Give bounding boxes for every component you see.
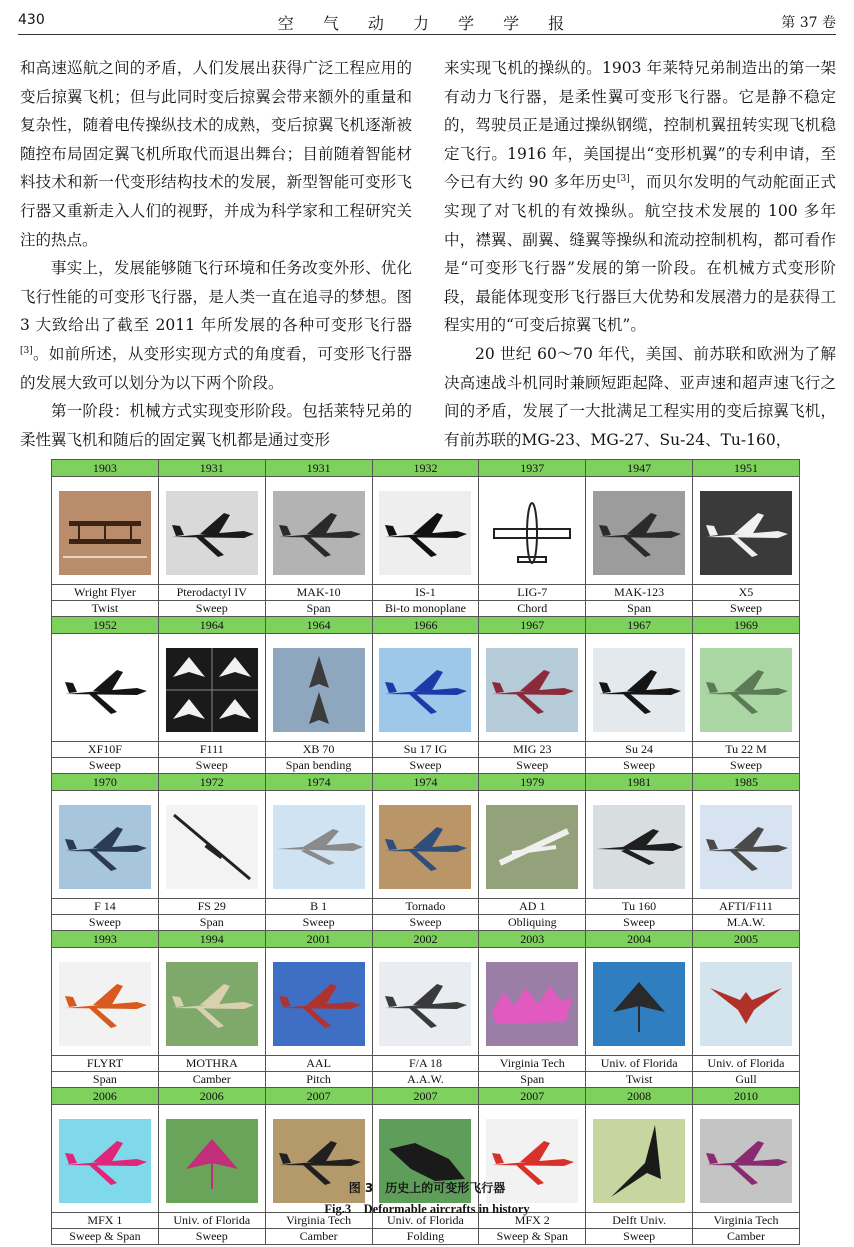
morph-type-cell: Sweep (586, 758, 693, 774)
aircraft-image-cell (479, 1105, 586, 1213)
year-cell: 1931 (265, 460, 372, 477)
aircraft-name-cell: XB 70 (265, 742, 372, 758)
aircraft-name-cell: FS 29 (158, 899, 265, 915)
aircraft-image-cell (372, 791, 479, 899)
morph-type-cell: Sweep (479, 758, 586, 774)
aircraft-name-cell: Virginia Tech (479, 1056, 586, 1072)
paragraph-text: 第一阶段：机械方式实现变形阶段。包括莱特兄弟的柔性翼飞机和随后的固定翼飞机都是通过变形 (20, 402, 412, 449)
aircraft-image-cell (693, 791, 800, 899)
aircraft-name-cell: Univ. of Florida (158, 1213, 265, 1229)
aircraft-image-cell (265, 1105, 372, 1213)
morph-type-cell: Twist (52, 601, 159, 617)
morph-type-cell: Sweep (158, 1229, 265, 1245)
aircraft-name-cell: F111 (158, 742, 265, 758)
page-number: 430 (18, 12, 45, 28)
body-paragraph (20, 254, 412, 397)
hangar-plane-icon (593, 491, 685, 575)
figure-caption-en: Fig.3 Deformable aircrafts in history (324, 1202, 530, 1216)
jet-icon (59, 805, 151, 889)
jet-icon (379, 648, 471, 732)
morph-type-cell: Span (586, 601, 693, 617)
morph-type-cell: Sweep (372, 758, 479, 774)
year-cell: 1970 (52, 774, 159, 791)
aircraft-name-cell: Su 17 IG (372, 742, 479, 758)
aircraft-image-cell (479, 634, 586, 742)
body-paragraph (444, 54, 836, 340)
mav-icon (593, 962, 685, 1046)
aircraft-timeline-table (51, 459, 800, 1245)
aircraft-name-cell: MFX 1 (52, 1213, 159, 1229)
wing-grid-icon (166, 648, 258, 732)
bomber-icon (273, 805, 365, 889)
morph-type-cell: Sweep & Span (479, 1229, 586, 1245)
aircraft-image-cell (586, 1105, 693, 1213)
morph-type-cell: Span (158, 915, 265, 931)
morph-type-cell: Folding (372, 1229, 479, 1245)
aircraft-name-cell: IS-1 (372, 585, 479, 601)
year-cell: 2010 (693, 1088, 800, 1105)
aircraft-image-cell (52, 948, 159, 1056)
sawtooth-wing-icon (486, 962, 578, 1046)
morph-type-cell: Sweep (158, 758, 265, 774)
aircraft-name-cell: B 1 (265, 899, 372, 915)
aircraft-image-cell (158, 634, 265, 742)
aircraft-image-cell (52, 477, 159, 585)
morph-type-cell: Camber (265, 1229, 372, 1245)
journal-title: 空 气 动 力 学 学 报 (277, 14, 577, 33)
morph-type-cell: Sweep (693, 601, 800, 617)
jet-icon (700, 805, 792, 889)
aircraft-image-cell (52, 634, 159, 742)
year-cell: 1932 (372, 460, 479, 477)
year-cell: 2001 (265, 931, 372, 948)
aircraft-name-cell: XF10F (52, 742, 159, 758)
paragraph-text: 。如前所述，从变形实现方式的角度看，可变形飞行器的发展大致可以划分为以下两个阶段。 (20, 344, 412, 392)
paragraph-text: 和高速巡航之间的矛盾，人们发展出获得广泛工程应用的变后掠翼飞机；但与此同时变后掠翼会带来额外的重量和复杂性，随着电传操纵技术的成熟，变后掠翼飞机逐渐被随控布局固定翼飞机所取代而退出舞台；目前随着智能材料技术和新一代变形结构技术的发展，新型智能可变形飞行器又重新走入人们的视野，并成为科学家和工程研究关注的热点。 (20, 59, 412, 249)
right-text-column (444, 54, 836, 454)
morph-type-cell: Twist (586, 1072, 693, 1088)
year-cell: 1974 (265, 774, 372, 791)
jet-icon (486, 648, 578, 732)
aircraft-name-cell: AFTI/F111 (693, 899, 800, 915)
aircraft-image-cell (693, 1105, 800, 1213)
morph-type-cell: Obliquing (479, 915, 586, 931)
aircraft-name-cell: MAK-10 (265, 585, 372, 601)
aircraft-name-cell: Univ. of Florida (372, 1213, 479, 1229)
aircraft-image-cell (372, 477, 479, 585)
year-cell: 1952 (52, 617, 159, 634)
aircraft-image-cell (693, 477, 800, 585)
year-cell: 2006 (158, 1088, 265, 1105)
morph-type-cell: Camber (158, 1072, 265, 1088)
aircraft-name-cell: F/A 18 (372, 1056, 479, 1072)
morph-type-cell: Span bending (265, 758, 372, 774)
morph-type-cell: A.A.W. (372, 1072, 479, 1088)
year-cell: 1967 (479, 617, 586, 634)
year-cell: 1993 (52, 931, 159, 948)
biplane-icon (59, 491, 151, 575)
aircraft-image-cell (372, 948, 479, 1056)
aircraft-name-cell: AD 1 (479, 899, 586, 915)
year-cell: 1979 (479, 774, 586, 791)
jet-icon (593, 648, 685, 732)
body-paragraph (444, 340, 836, 454)
year-cell: 1903 (52, 460, 159, 477)
year-cell: 1972 (158, 774, 265, 791)
year-cell: 1964 (265, 617, 372, 634)
year-cell: 2008 (586, 1088, 693, 1105)
morph-type-cell: Pitch (265, 1072, 372, 1088)
year-cell: 1985 (693, 774, 800, 791)
morph-type-cell: M.A.W. (693, 915, 800, 931)
paragraph-text: 20 世纪 60～70 年代，美国、前苏联和欧洲为了解决高速战斗机同时兼顾短距起降、亚声速和超声速飞行之间的矛盾，发展了一大批满足工程实用的变后掠翼飞机，有前苏联的MG-23、MG-27、Su-24、Tu-160， (444, 344, 836, 449)
aircraft-image-cell (158, 1105, 265, 1213)
aircraft-image-cell (479, 477, 586, 585)
morph-type-cell: Span (265, 601, 372, 617)
aircraft-image-cell (265, 948, 372, 1056)
morph-type-cell: Sweep (265, 915, 372, 931)
aircraft-name-cell: Tu 160 (586, 899, 693, 915)
jet-icon (59, 648, 151, 732)
year-cell: 1967 (586, 617, 693, 634)
paragraph-text: 事实上，发展能够随飞行环境和任务改变外形、优化飞行性能的可变形飞行器，是人类一直在追寻的梦想。图 3 大致给出了截至 2011 年所发展的各种可变形飞行器 (20, 259, 412, 335)
aircraft-image-cell (265, 477, 372, 585)
aircraft-name-cell: Pterodactyl IV (158, 585, 265, 601)
aircraft-image-cell (586, 634, 693, 742)
jet-icon (700, 491, 792, 575)
aircraft-name-cell: Tornado (372, 899, 479, 915)
year-cell: 2002 (372, 931, 479, 948)
year-cell: 2007 (265, 1088, 372, 1105)
aircraft-name-cell: Virginia Tech (693, 1213, 800, 1229)
aircraft-image-cell (586, 791, 693, 899)
outline-plane-icon (486, 491, 578, 575)
tailless-icon (166, 491, 258, 575)
year-cell: 2007 (479, 1088, 586, 1105)
left-text-column (20, 54, 412, 454)
morph-type-cell: Sweep (372, 915, 479, 931)
morph-type-cell: Sweep (52, 758, 159, 774)
aircraft-image-cell (586, 477, 693, 585)
morph-type-cell: Sweep (693, 758, 800, 774)
morph-type-cell: Span (52, 1072, 159, 1088)
aircraft-name-cell: Wright Flyer (52, 585, 159, 601)
aircraft-name-cell: F 14 (52, 899, 159, 915)
aircraft-name-cell: Delft Univ. (586, 1213, 693, 1229)
year-cell: 1966 (372, 617, 479, 634)
aircraft-name-cell: MOTHRA (158, 1056, 265, 1072)
aircraft-name-cell: Su 24 (586, 742, 693, 758)
gull-wing-icon (700, 962, 792, 1046)
aircraft-name-cell: MIG 23 (479, 742, 586, 758)
aircraft-image-cell (265, 634, 372, 742)
aircraft-name-cell: Univ. of Florida (693, 1056, 800, 1072)
oblique-wing-icon (486, 805, 578, 889)
year-cell: 2007 (372, 1088, 479, 1105)
morph-type-cell: Sweep (52, 915, 159, 931)
glider-icon (166, 805, 258, 889)
aircraft-name-cell: FLYRT (52, 1056, 159, 1072)
paragraph-text: ，而贝尔发明的气动舵面正式实现了对飞机的有效操纵。航空技术发展的 100 多年中，襟翼、副翼、缝翼等操纵和流动控制机构，都可看作是“可变形飞行器”发展的第一阶段。在机械方式变形阶段，最能体现变形飞行器巨大优势和发展潜力的是获得工程实用的“可变后掠翼飞机”。 (444, 173, 836, 335)
year-cell: 2003 (479, 931, 586, 948)
year-cell: 1931 (158, 460, 265, 477)
page-header (18, 10, 836, 35)
monoplane-icon (273, 491, 365, 575)
morph-type-cell: Sweep (158, 601, 265, 617)
year-cell: 2006 (52, 1088, 159, 1105)
aircraft-image-cell (265, 791, 372, 899)
aircraft-name-cell: MAK-123 (586, 585, 693, 601)
year-cell: 1937 (479, 460, 586, 477)
year-cell: 1964 (158, 617, 265, 634)
fighter-icon (379, 491, 471, 575)
aircraft-image-cell (52, 1105, 159, 1213)
jet-icon (379, 962, 471, 1046)
aircraft-image-cell (158, 477, 265, 585)
figure-caption-cn: 图 3 历史上的可变形飞行器 (348, 1181, 506, 1195)
morph-type-cell: Camber (693, 1229, 800, 1245)
aircraft-image-cell (479, 948, 586, 1056)
aircraft-name-cell: AAL (265, 1056, 372, 1072)
aircraft-image-cell (693, 948, 800, 1056)
aircraft-image-cell (372, 1105, 479, 1213)
citation-ref: [3] (20, 345, 33, 356)
morph-type-cell: Span (479, 1072, 586, 1088)
aircraft-name-cell: Univ. of Florida (586, 1056, 693, 1072)
year-cell: 1994 (158, 931, 265, 948)
aircraft-name-cell: Tu 22 M (693, 742, 800, 758)
morph-type-cell: Gull (693, 1072, 800, 1088)
aircraft-image-cell (158, 948, 265, 1056)
aircraft-image-cell (586, 948, 693, 1056)
aircraft-image-cell (158, 791, 265, 899)
morph-type-cell: Sweep (586, 915, 693, 931)
paragraph-text: 来实现飞机的操纵的。1903 年莱特兄弟制造出的第一架有动力飞行器，是柔性翼可变形飞行器。它是静不稳定的，驾驶员正是通过操纵钢缆，控制机翼扭转实现飞机稳定飞行。1916 年，美国提出“变形机翼”的专利申请，至今已有大约 90 多年历史 (444, 59, 836, 192)
morph-type-cell: Chord (479, 601, 586, 617)
volume-label: 第 37 卷 (781, 15, 836, 31)
morph-type-cell: Sweep & Span (52, 1229, 159, 1245)
year-cell: 2005 (693, 931, 800, 948)
aircraft-name-cell: LIG-7 (479, 585, 586, 601)
rc-plane-icon (166, 962, 258, 1046)
aircraft-name-cell: Virginia Tech (265, 1213, 372, 1229)
aircraft-image-cell (693, 634, 800, 742)
jet-icon (700, 648, 792, 732)
jet-icon (379, 805, 471, 889)
body-paragraph (20, 54, 412, 254)
citation-ref: [3] (617, 174, 630, 185)
aircraft-name-cell: X5 (693, 585, 800, 601)
year-cell: 1981 (586, 774, 693, 791)
uav-icon (59, 962, 151, 1046)
rc-plane-icon (273, 962, 365, 1046)
delta-icon (273, 648, 365, 732)
year-cell: 2004 (586, 931, 693, 948)
morph-type-cell: Sweep (586, 1229, 693, 1245)
year-cell: 1974 (372, 774, 479, 791)
aircraft-image-cell (479, 791, 586, 899)
body-paragraph (20, 397, 412, 454)
aircraft-image-cell (52, 791, 159, 899)
aircraft-name-cell: MFX 2 (479, 1213, 586, 1229)
year-cell: 1951 (693, 460, 800, 477)
bomber-icon (593, 805, 685, 889)
year-cell: 1947 (586, 460, 693, 477)
morph-type-cell: Bi-to monoplane (372, 601, 479, 617)
aircraft-image-cell (372, 634, 479, 742)
figure-3 (51, 459, 799, 1245)
year-cell: 1969 (693, 617, 800, 634)
